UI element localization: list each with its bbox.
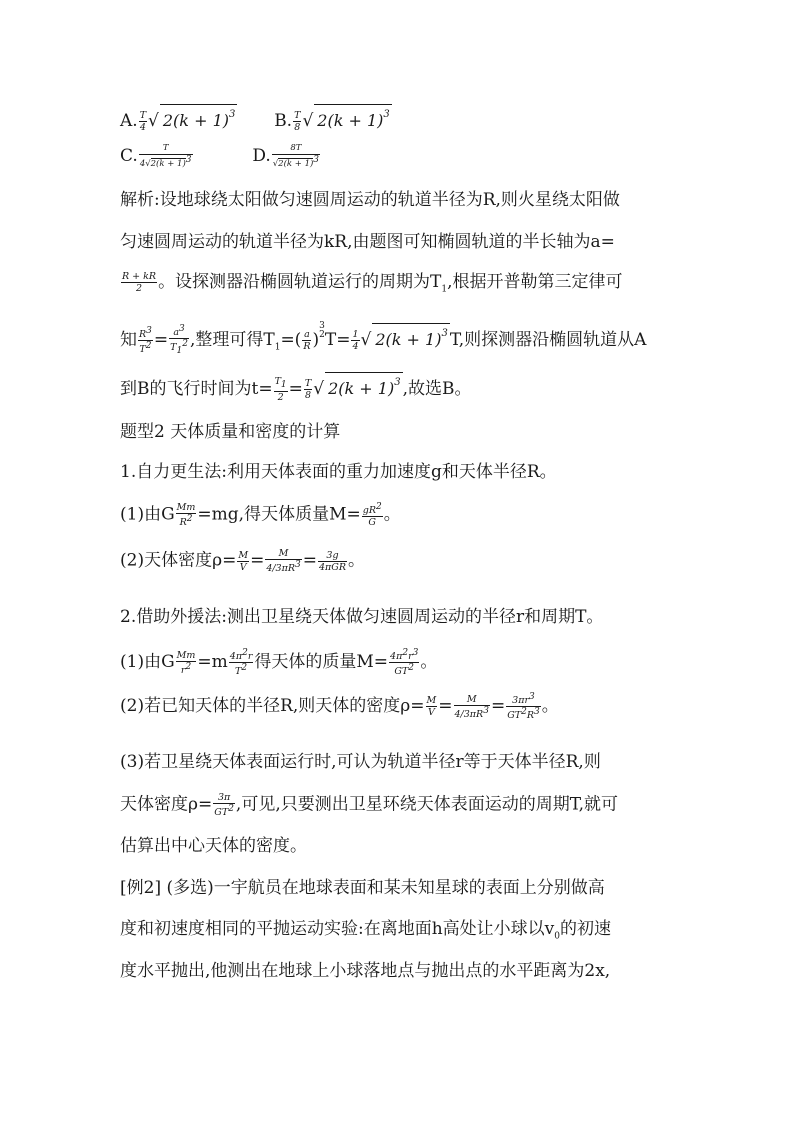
solution-line-4: 知 $\frac{R^3}{T^2}$ = $\frac{a^3}{T_1^2}$ ,整理可得$T_1=$( $\frac{a}{R}$ )$^{3 2}$T= $\frac{1}{4}$ √ $2(k + 1)^3$ T,则探测器沿椭圆轨道从A bbox=[120, 321, 647, 357]
choice-b-radicand: $2(k + 1)^3$ bbox=[314, 104, 392, 131]
gravity-fraction-r: $\frac{Mm}{r^2}$ bbox=[176, 649, 196, 676]
density-m-over-v: $\frac{M}{V}$ bbox=[238, 549, 249, 573]
choice-c-fraction: $\frac{T}{4√2(k + 1)^3}$ bbox=[139, 143, 192, 169]
choice-row-ab: A. $\frac{T}{4}$ √ $2(k + 1)^3$ B. $\frac{T}{8}$ √ $2(k + 1)^3$ bbox=[120, 104, 392, 133]
choice-a-label: A. bbox=[120, 111, 138, 131]
centripetal-fraction: $\frac{4\pi^2r}{T^2}$ bbox=[229, 648, 253, 678]
method-2c-line-3: 估算出中心天体的密度。 bbox=[120, 836, 307, 856]
method-1a: (1)由G $\frac{Mm}{R^2}$ =mg,得天体质量M= $\frac{gR^2}{G}$ 。 bbox=[120, 502, 401, 529]
choice-b-fraction: $\frac{T}{8}$ bbox=[294, 110, 301, 133]
t-over-8-fraction: $\frac{T}{8}$ bbox=[304, 378, 312, 401]
choice-row-cd bbox=[120, 143, 321, 170]
choice-c-label: C. bbox=[120, 145, 138, 166]
density-formula-2: $\frac{3\pi r^3}{GT^2R^3}$ bbox=[507, 692, 540, 722]
example-line-1: [例2] (多选)一宇航员在地球表面和某未知星球的表面上分别做高 bbox=[120, 878, 605, 898]
density-m-over-v-2: $\frac{M}{V}$ bbox=[426, 695, 437, 719]
kepler-ratio-right: $\frac{a^3}{T_1^2}$ bbox=[170, 323, 188, 357]
choice-a-fraction: $\frac{T}{4}$ bbox=[139, 110, 147, 133]
example-line-3: 度水平抛出,他测出在地球上小球落地点与抛出点的水平距离为2x, bbox=[120, 961, 611, 981]
solution-line-2: 匀速圆周运动的轨道半径为kR,由题图可知椭圆轨道的半长轴为a= bbox=[120, 232, 615, 252]
density-formula-3: $\frac{3\pi}{GT^2}$ bbox=[214, 792, 234, 819]
semi-major-axis-fraction: $\frac{R + kR}{2}$ bbox=[122, 271, 157, 294]
half-period-fraction: $\frac{T_1}{2}$ bbox=[274, 376, 287, 403]
time-radicand: $2(k + 1)^3$ bbox=[325, 372, 403, 399]
choice-b-label: B. bbox=[274, 111, 293, 131]
ratio-a-over-r: $\frac{a}{R}$ bbox=[303, 329, 311, 352]
method-1b: (2)天体密度ρ= $\frac{M}{V}$ = $\frac{M}{4/3\pi R^3}$ = $\frac{3g}{\text{4πGR}}$ 。 bbox=[120, 548, 366, 575]
density-m-over-volume-2: $\frac{M}{4/3\pi R^3}$ bbox=[454, 693, 489, 720]
density-formula-1: $\frac{3g}{\text{4πGR}}$ bbox=[318, 549, 347, 573]
one-quarter-fraction: $\frac{1}{4}$ bbox=[352, 329, 359, 352]
solution-line-1: 解析:设地球绕太阳做匀速圆周运动的轨道半径为R,则火星绕太阳做 bbox=[120, 190, 620, 210]
method-2b: (2)若已知天体的半径R,则天体的密度ρ= $\frac{M}{V}$ = $\frac{M}{4/3\pi R^3}$ = $\frac{3\pi r^3}{GT^2R^3}$ 。 bbox=[120, 692, 559, 722]
solution-line-5: 到B的飞行时间为t= $\frac{T_1}{2}$ = $\frac{T}{8}$ √ $2(k + 1)^3$ ,故选B。 bbox=[120, 372, 472, 403]
density-m-over-volume: $\frac{M}{4/3\pi R^3}$ bbox=[266, 548, 301, 575]
method-2c-line-1: (3)若卫星绕天体表面运行时,可认为轨道半径r等于天体半径R,则 bbox=[120, 752, 601, 772]
method-1: 1.自力更生法:利用天体表面的重力加速度g和天体半径R。 bbox=[120, 462, 557, 482]
mass-formula-1: $\frac{gR^2}{G}$ bbox=[362, 502, 382, 529]
method-2a: (1)由G $\frac{Mm}{r^2}$ =m $\frac{4\pi^2r}{T^2}$ 得天体的质量M= $\frac{4\pi^2r^3}{GT^2}$ 。 bbox=[120, 648, 438, 678]
solution-line-3: $\frac{R + kR}{2}$ 。设探测器沿椭圆轨道运行的周期为$T_1$,根据开普勒第三定律可 bbox=[122, 271, 623, 295]
choice-d-fraction: $\frac{8T}{√2(k + 1)^3}$ bbox=[272, 143, 320, 169]
method-2c-line-2: 天体密度ρ= $\frac{3\pi}{GT^2}$ ,可见,只要测出卫星环绕天体表面运动的周期T,就可 bbox=[120, 792, 618, 819]
mass-formula-2: $\frac{4\pi^2r^3}{GT^2}$ bbox=[390, 648, 419, 678]
choice-d-label: D. bbox=[252, 145, 271, 166]
period-radicand: $2(k + 1)^3$ bbox=[372, 323, 450, 350]
choice-a-radicand: $2(k + 1)^3$ bbox=[160, 104, 238, 131]
gravity-fraction: $\frac{Mm}{R^2}$ bbox=[176, 502, 196, 529]
example-line-2: 度和初速度相同的平抛运动实验:在离地面h高处让小球以$v_0$的初速 bbox=[120, 919, 612, 942]
method-2: 2.借助外援法:测出卫星绕天体做匀速圆周运动的半径r和周期T。 bbox=[120, 607, 604, 627]
section-heading: 题型2 天体质量和密度的计算 bbox=[120, 422, 341, 442]
kepler-ratio-left: $\frac{R^3}{T^2}$ bbox=[139, 325, 152, 356]
